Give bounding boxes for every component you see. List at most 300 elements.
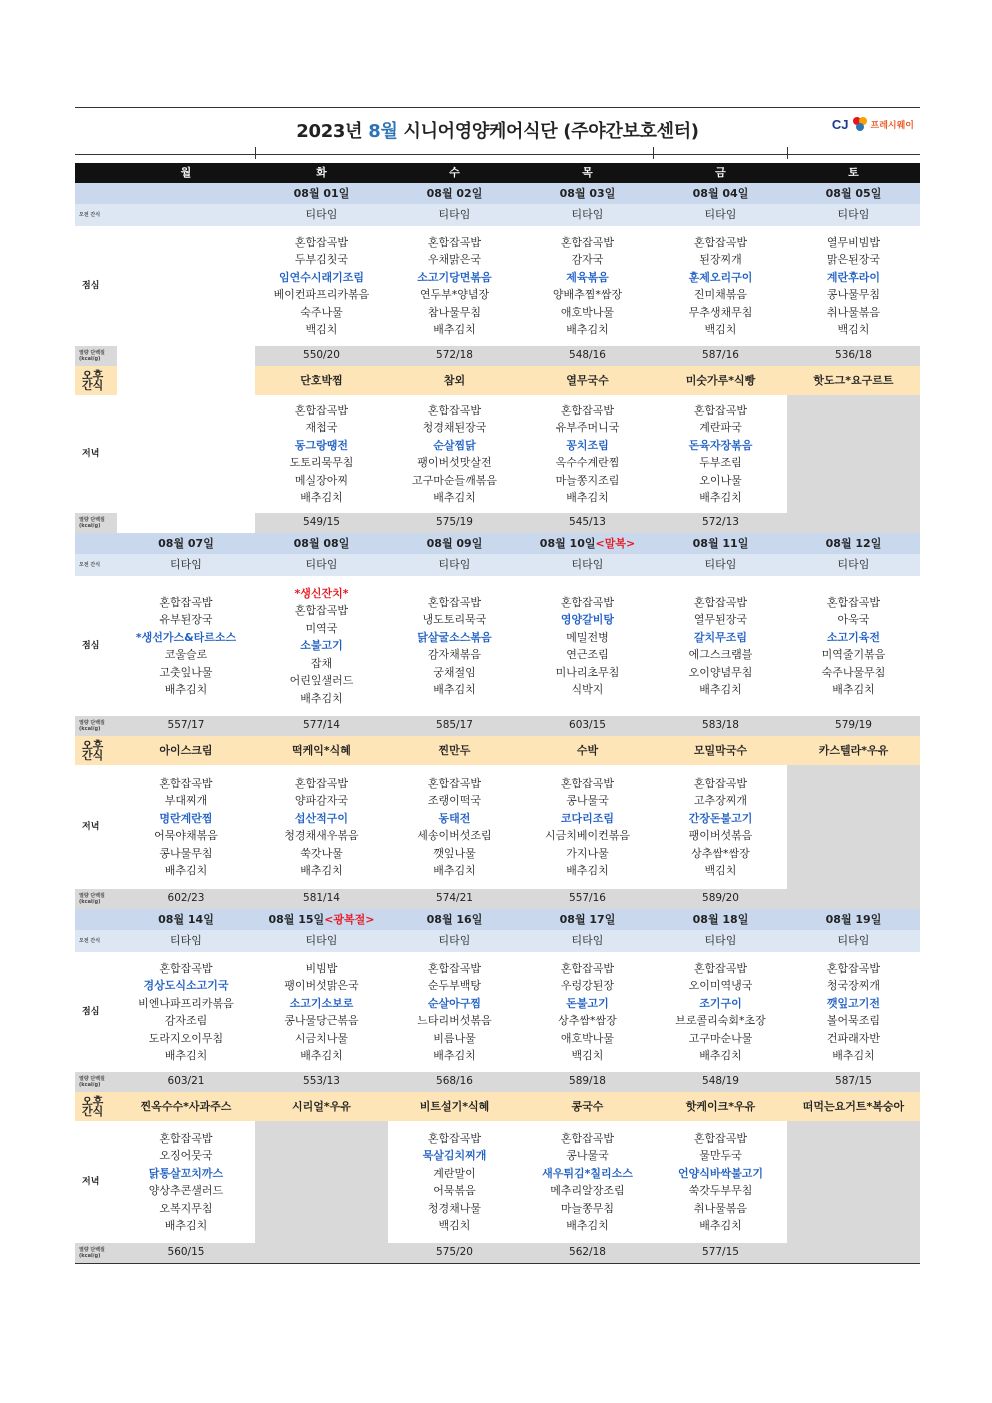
nutrition-value: 583/18 xyxy=(654,716,787,736)
menu-item: 세송이버섯조림 xyxy=(417,829,492,842)
menu-item: 혼합잡곡밥 xyxy=(427,403,482,417)
menu-item: 혼합잡곡밥 xyxy=(294,235,349,249)
lunch-cell xyxy=(255,952,388,1072)
menu-item: 배추김치 xyxy=(433,1049,476,1062)
nutrition-value: 589/18 xyxy=(521,1072,654,1092)
menu-item: 언양식바싹불고기 xyxy=(677,1166,763,1180)
nutrition-value: 575/19 xyxy=(388,513,521,533)
menu-item: 고추장찌개 xyxy=(693,794,748,807)
menu-item: 혼합잡곡밥 xyxy=(560,1131,615,1145)
date-cell xyxy=(787,909,920,930)
menu-item: 혼합잡곡밥 xyxy=(693,235,748,249)
nutrition-empty-cell xyxy=(787,889,920,909)
nutrition-value: 548/16 xyxy=(521,346,654,366)
menu-item: 계란후라이 xyxy=(826,270,881,284)
menu-item: 훈제오리구이 xyxy=(688,270,753,284)
menu-item: 혼합잡곡밥 xyxy=(294,776,349,790)
menu-item: 백김치 xyxy=(837,323,870,336)
menu-item: 비엔나파프리카볶음 xyxy=(138,996,234,1010)
menu-item: 코울슬로 xyxy=(164,648,208,661)
lunch-cell xyxy=(117,576,255,716)
menu-item: 건파래자반 xyxy=(826,1031,881,1045)
weekday-header: 화 xyxy=(255,163,388,183)
date-row-label xyxy=(75,909,117,930)
nutrition-value: 549/15 xyxy=(255,513,388,533)
nutrition-value: 587/15 xyxy=(787,1072,920,1092)
menu-item: 메밀전병 xyxy=(566,630,609,644)
menu-item: 동그랑땡전 xyxy=(294,438,349,452)
menu-item: 마늘쫑지조림 xyxy=(555,473,620,487)
menu-item: 배추김치 xyxy=(164,1049,208,1062)
menu-item: 배추김치 xyxy=(300,691,343,705)
date-cell xyxy=(255,909,388,930)
title-year: 2023년 xyxy=(296,121,363,142)
menu-item: 배추김치 xyxy=(699,683,742,696)
dinner-label: 저녁 xyxy=(75,1121,117,1243)
dinner-cell xyxy=(521,395,654,513)
pm-snack-cell: 콩국수 xyxy=(521,1092,654,1121)
menu-item: 혼합잡곡밥 xyxy=(826,961,881,975)
menu-item: 도라지오이무침 xyxy=(148,1031,224,1045)
menu-item: 조기구이 xyxy=(699,996,742,1010)
nutrition-value: 553/13 xyxy=(255,1072,388,1092)
am-snack-cell: 티타임 xyxy=(521,554,654,576)
pm-snack-cell: 미숫가루*식빵 xyxy=(654,366,787,395)
menu-item: 백김치 xyxy=(704,323,737,336)
menu-item: 느타리버섯볶음 xyxy=(417,1014,492,1027)
dinner-row xyxy=(75,1121,920,1243)
menu-item: 된장찌개 xyxy=(699,253,742,266)
menu-item: 혼합잡곡밥 xyxy=(826,595,881,609)
menu-item: 상추쌈*쌈장 xyxy=(558,1014,617,1027)
menu-item: 볼어묵조림 xyxy=(826,1014,881,1027)
am-snack-label: 오전 간식 xyxy=(75,204,117,226)
menu-item: 혼합잡곡밥 xyxy=(159,1131,213,1145)
am-snack-cell: 티타임 xyxy=(388,554,521,576)
date-cell xyxy=(117,533,255,554)
page-title xyxy=(75,117,920,143)
menu-item: 열무된장국 xyxy=(693,613,748,626)
menu-item: 아욱국 xyxy=(837,613,870,626)
dinner-empty-cell xyxy=(787,765,920,889)
menu-item: 배추김치 xyxy=(164,683,208,696)
menu-item: 냉도토리묵국 xyxy=(422,613,487,626)
menu-item: 유부된장국 xyxy=(159,613,213,626)
menu-item: 식박지 xyxy=(571,683,604,696)
menu-item: 혼합잡곡밥 xyxy=(693,403,748,417)
dinner-cell xyxy=(521,765,654,889)
dinner-cell xyxy=(117,1121,255,1243)
menu-item: 돈육자장볶음 xyxy=(688,438,753,452)
menu-item: 혼합잡곡밥 xyxy=(294,403,349,417)
menu-item: 혼합잡곡밥 xyxy=(427,961,482,975)
menu-item: 혼합잡곡밥 xyxy=(560,776,615,790)
dinner_nut-row xyxy=(75,889,920,909)
nutrition-value: 579/19 xyxy=(787,716,920,736)
menu-item: 무추생채무침 xyxy=(688,305,753,319)
column-tick xyxy=(653,147,654,159)
nutrition-label: 열량 단백질 (kcal/g) xyxy=(75,889,117,909)
menu-item: 깻잎고기전 xyxy=(826,996,881,1010)
nutrition-value: 560/15 xyxy=(117,1243,255,1264)
nutrition-value: 603/21 xyxy=(117,1072,255,1092)
menu-item: 계란말이 xyxy=(433,1166,476,1180)
date-cell xyxy=(255,183,388,204)
menu-item: 애호박나물 xyxy=(560,1031,615,1045)
pm-snack-blank xyxy=(117,366,255,395)
am-snack-cell: 티타임 xyxy=(521,930,654,952)
menu-item: 혼합잡곡밥 xyxy=(427,595,482,609)
menu-item: 배추김치 xyxy=(566,1219,609,1232)
menu-item: 배추김치 xyxy=(433,683,476,696)
menu-item: 진미채볶음 xyxy=(693,288,748,301)
menu-item: 닭통살꼬치까스 xyxy=(148,1166,224,1180)
menu-item: 미나리초무침 xyxy=(555,665,620,679)
menu-item: 혼합잡곡밥 xyxy=(560,235,615,249)
menu-item: 취나물볶음 xyxy=(693,1201,748,1215)
date-text: 08월 12일 xyxy=(825,536,882,550)
menu-item: 콩나물당근볶음 xyxy=(284,1014,359,1027)
date-row-label xyxy=(75,183,117,204)
menu-item: 백김치 xyxy=(305,323,338,336)
menu-item: 베이컨파프리카볶음 xyxy=(273,288,370,301)
column-tick xyxy=(787,147,788,159)
menu-item: 배추김치 xyxy=(433,491,476,504)
menu-item: 마늘쫑무침 xyxy=(560,1201,615,1215)
nutrition-empty-cell xyxy=(255,1243,388,1264)
pm-snack-cell: 카스텔라*우유 xyxy=(787,736,920,765)
menu-item: 경상도식소고기국 xyxy=(143,979,229,992)
menu-item: 소불고기 xyxy=(300,639,343,653)
menu-item: 상추쌈*쌈장 xyxy=(691,846,750,860)
menu-item: *생신잔치* xyxy=(294,586,349,600)
dinner-cell xyxy=(117,765,255,889)
lunch-label: 점심 xyxy=(75,952,117,1072)
menu-item: 가지나물 xyxy=(566,846,609,860)
nutrition-value: 581/14 xyxy=(255,889,388,909)
date-text: 08월 03일 xyxy=(559,186,616,200)
am-snack-cell: 티타임 xyxy=(787,554,920,576)
pm-snack-cell: 수박 xyxy=(521,736,654,765)
menu-item: 에그스크램블 xyxy=(688,648,753,661)
nutrition-value: 574/21 xyxy=(388,889,521,909)
lunch-cell xyxy=(787,952,920,1072)
weekday-header: 목 xyxy=(521,163,654,183)
menu-item: 숙주나물무침 xyxy=(821,665,886,679)
date-text: 08월 15일 xyxy=(268,912,325,926)
menu-item: 혼합잡곡밥 xyxy=(560,403,615,417)
date-row-label xyxy=(75,533,117,554)
date-text: 08월 01일 xyxy=(293,186,350,200)
menu-item: 섭산적구이 xyxy=(294,811,349,825)
lunch-cell xyxy=(787,576,920,716)
menu-item: 감자채볶음 xyxy=(427,648,482,661)
menu-item: 오이양념무침 xyxy=(688,665,753,679)
weekday-header-row xyxy=(75,163,920,183)
date-row xyxy=(75,533,920,554)
date-text: 08월 17일 xyxy=(559,912,616,926)
menu-item: 배추김치 xyxy=(300,1049,343,1062)
pm-snack-cell: 핫도그*요구르트 xyxy=(787,366,920,395)
am-snack-cell: 티타임 xyxy=(388,930,521,952)
nutrition-value: 545/13 xyxy=(521,513,654,533)
dinner_nut-row xyxy=(75,1243,920,1264)
logo-cj: CJ xyxy=(831,116,849,132)
menu-item: 브로콜리숙회*초장 xyxy=(675,1014,766,1027)
cj-freshway-logo xyxy=(832,115,914,133)
nutrition-value: 585/17 xyxy=(388,716,521,736)
menu-item: 소고기육전 xyxy=(826,630,881,644)
weekday-header: 수 xyxy=(388,163,521,183)
pm-snack-cell: 아이스크림 xyxy=(117,736,255,765)
am-snack-cell: 티타임 xyxy=(787,204,920,226)
menu-item: 쑥갓나물 xyxy=(300,846,343,860)
title-rule xyxy=(75,154,920,155)
menu-item: 유부주머니국 xyxy=(555,421,620,434)
pm-snack-cell: 떡케익*식혜 xyxy=(255,736,388,765)
nutrition-label: 열량 단백질 (kcal/g) xyxy=(75,1072,117,1092)
menu-item: 묵살김치찌개 xyxy=(422,1149,487,1162)
column-tick xyxy=(255,147,256,159)
menu-item: 코다리조림 xyxy=(560,811,615,825)
dinner-cell xyxy=(255,395,388,513)
menu-item: 배추김치 xyxy=(699,1219,742,1232)
top-rule xyxy=(75,107,920,108)
menu-item: 배추김치 xyxy=(300,491,343,504)
menu-item: 취나물볶음 xyxy=(826,305,881,319)
menu-item: 백김치 xyxy=(438,1219,471,1232)
menu-item: 갈치무조림 xyxy=(693,630,748,644)
menu-item: 비빔밥 xyxy=(305,961,338,975)
dinner-label: 저녁 xyxy=(75,395,117,513)
header-corner xyxy=(75,163,117,183)
menu-item: 꽁치조림 xyxy=(566,438,609,452)
dinner-cell xyxy=(388,1121,521,1243)
menu-item: 혼합잡곡밥 xyxy=(693,961,748,975)
date-text: 08월 09일 xyxy=(426,536,483,550)
menu-item: 배추김치 xyxy=(566,864,609,877)
menu-item: 재첩국 xyxy=(305,421,338,434)
am-snack-cell: 티타임 xyxy=(654,554,787,576)
lunch_nut-row xyxy=(75,716,920,736)
dinner-cell xyxy=(521,1121,654,1243)
menu-item: 청경채나물 xyxy=(427,1201,482,1215)
menu-item: 미역줄기볶음 xyxy=(821,648,886,661)
menu-item: 혼합잡곡밥 xyxy=(693,1131,748,1145)
menu-item: 팽이버섯볶음 xyxy=(688,829,753,842)
menu-item: 청국장찌개 xyxy=(826,979,881,992)
pm-snack-cell: 찐만두 xyxy=(388,736,521,765)
menu-item: 순살찜닭 xyxy=(433,438,476,452)
menu-item: 혼합잡곡밥 xyxy=(560,961,615,975)
date-text: 08월 11일 xyxy=(692,536,749,550)
lunch-row xyxy=(75,226,920,346)
menu-item: 도토리묵무침 xyxy=(289,456,354,469)
menu-item: 고구마순나물 xyxy=(688,1031,753,1045)
menu-item: 오복지무침 xyxy=(159,1201,213,1215)
menu-item: 혼합잡곡밥 xyxy=(294,604,349,618)
menu-item: 양배추찜*쌈장 xyxy=(552,288,623,301)
lunch-cell xyxy=(255,576,388,716)
menu-item: 비름나물 xyxy=(433,1031,476,1045)
pm-snack-label: 오후 간식 xyxy=(75,366,117,395)
lunch-row xyxy=(75,576,920,716)
am-snack-cell: 티타임 xyxy=(787,930,920,952)
am-snack-cell: 티타임 xyxy=(117,930,255,952)
am-snack-cell: 티타임 xyxy=(255,204,388,226)
menu-item: 혼합잡곡밥 xyxy=(159,961,213,975)
dinner-cell xyxy=(654,395,787,513)
lunch-cell xyxy=(654,226,787,346)
date-text: 08월 04일 xyxy=(692,186,749,200)
date-text: 08월 05일 xyxy=(825,186,882,200)
menu-item: 두부조림 xyxy=(699,456,742,469)
menu-item: 배추김치 xyxy=(699,491,742,504)
menu-item: 배추김치 xyxy=(164,1219,208,1232)
dinner-cell xyxy=(654,765,787,889)
menu-item: 쑥갓두부무침 xyxy=(688,1184,753,1197)
menu-item: 오이나물 xyxy=(699,473,742,487)
menu-item: 혼합잡곡밥 xyxy=(427,235,482,249)
dinner-empty-cell xyxy=(255,1121,388,1243)
lunch-cell xyxy=(654,576,787,716)
menu-item: 배추김치 xyxy=(433,864,476,877)
menu-item: 감자국 xyxy=(571,253,604,266)
lunch-cell xyxy=(787,226,920,346)
menu-item: 간장돈불고기 xyxy=(688,811,753,825)
menu-item: 고춧잎나물 xyxy=(159,665,213,679)
logo-brand: 프레시웨이 xyxy=(870,120,914,131)
am-snack-cell: 티타임 xyxy=(117,554,255,576)
nutrition-blank-cell xyxy=(117,346,255,366)
date-cell xyxy=(787,183,920,204)
menu-item: 혼합잡곡밥 xyxy=(159,595,213,609)
menu-item: 옥수수계란찜 xyxy=(555,456,620,469)
lunch-cell xyxy=(521,952,654,1072)
nutrition-value: 572/18 xyxy=(388,346,521,366)
menu-item: 콩나물국 xyxy=(566,1149,609,1162)
nutrition-value: 572/13 xyxy=(654,513,787,533)
menu-item: *생선가스&타르소스 xyxy=(135,630,237,644)
pm-snack-label: 오후 간식 xyxy=(75,736,117,765)
holiday-note: <말복> xyxy=(595,536,636,550)
menu-item: 배추김치 xyxy=(832,1049,875,1062)
lunch-cell xyxy=(388,576,521,716)
menu-item: 양상추콘샐러드 xyxy=(148,1184,224,1197)
date-cell xyxy=(654,909,787,930)
lunch-cell xyxy=(521,226,654,346)
menu-item: 청경채된장국 xyxy=(422,421,487,434)
menu-item: 소고기소보로 xyxy=(289,996,354,1010)
lunch-cell xyxy=(117,226,255,346)
am-snack-cell: 티타임 xyxy=(654,204,787,226)
nutrition-value: 577/15 xyxy=(654,1243,787,1264)
nutrition-value: 589/20 xyxy=(654,889,787,909)
pm-snack-label: 오후 간식 xyxy=(75,1092,117,1121)
dinner-cell xyxy=(388,395,521,513)
dinner-empty-cell xyxy=(787,1121,920,1243)
date-text: 08월 07일 xyxy=(158,536,214,550)
menu-item: 부대찌개 xyxy=(164,794,208,807)
nutrition-value: 550/20 xyxy=(255,346,388,366)
pm-snack-cell: 열무국수 xyxy=(521,366,654,395)
menu-item: 혼합잡곡밥 xyxy=(560,595,615,609)
nutrition-value: 577/14 xyxy=(255,716,388,736)
menu-item: 순살아구찜 xyxy=(427,996,482,1010)
menu-item: 열무비빔밥 xyxy=(826,235,881,249)
menu-item: 혼합잡곡밥 xyxy=(159,776,213,790)
menu-item: 혼합잡곡밥 xyxy=(693,595,748,609)
date-cell xyxy=(654,183,787,204)
menu-item: 메실장아찌 xyxy=(294,473,349,487)
pm-snack-cell: 참외 xyxy=(388,366,521,395)
am-snack-cell: 티타임 xyxy=(255,554,388,576)
nutrition-empty-cell xyxy=(787,1243,920,1264)
dinner-row xyxy=(75,765,920,889)
pm-snack-cell: 시리얼*우유 xyxy=(255,1092,388,1121)
date-cell xyxy=(388,183,521,204)
menu-item: 팽이버섯맑은국 xyxy=(284,979,359,992)
nutrition-value: 587/16 xyxy=(654,346,787,366)
menu-item: 돈불고기 xyxy=(566,996,609,1010)
menu-item: 맑은된장국 xyxy=(826,253,881,266)
date-text: 08월 19일 xyxy=(825,912,882,926)
menu-item: 연근조림 xyxy=(566,648,609,661)
date-row xyxy=(75,909,920,930)
menu-item: 배추김치 xyxy=(832,683,875,696)
date-cell xyxy=(388,909,521,930)
menu-item: 배추김치 xyxy=(566,323,609,336)
nutrition-value: 557/17 xyxy=(117,716,255,736)
nutrition-value: 536/18 xyxy=(787,346,920,366)
am-snack-row xyxy=(75,204,920,226)
menu-item: 두부김칫국 xyxy=(294,253,349,266)
lunch-label: 점심 xyxy=(75,576,117,716)
menu-item: 혼합잡곡밥 xyxy=(427,1131,482,1145)
nutrition-value: 568/16 xyxy=(388,1072,521,1092)
date-cell xyxy=(117,909,255,930)
lunch_nut-row xyxy=(75,346,920,366)
pm-snack-cell: 단호박찜 xyxy=(255,366,388,395)
menu-table xyxy=(75,163,920,1264)
pm-snack-row xyxy=(75,366,920,395)
lunch-row xyxy=(75,952,920,1072)
menu-item: 제육볶음 xyxy=(566,270,609,284)
menu-item: 닭살굴소스볶음 xyxy=(417,630,492,644)
menu-item: 소고기당면볶음 xyxy=(417,270,492,284)
holiday-note: <광복절> xyxy=(324,912,375,926)
weekday-header: 토 xyxy=(787,163,920,183)
date-cell xyxy=(521,909,654,930)
menu-item: 동태전 xyxy=(438,811,471,825)
dinner-cell xyxy=(117,395,255,513)
nutrition-empty-cell xyxy=(787,513,920,533)
title-month: 8월 xyxy=(368,121,398,142)
menu-item: 궁채절임 xyxy=(433,665,476,679)
lunch-cell xyxy=(388,226,521,346)
menu-item: 팽이버섯맛살전 xyxy=(417,456,492,469)
menu-item: 영양갈비탕 xyxy=(560,613,615,626)
date-text: 08월 14일 xyxy=(158,912,214,926)
date-text: 08월 18일 xyxy=(692,912,749,926)
am-snack-cell: 티타임 xyxy=(388,204,521,226)
date-text: 08월 08일 xyxy=(293,536,350,550)
date-cell xyxy=(654,533,787,554)
menu-item: 숙주나물 xyxy=(300,305,343,319)
menu-item: 콩나물무침 xyxy=(159,846,213,860)
nutrition-value: 575/20 xyxy=(388,1243,521,1264)
menu-item: 명란계란찜 xyxy=(159,811,213,825)
